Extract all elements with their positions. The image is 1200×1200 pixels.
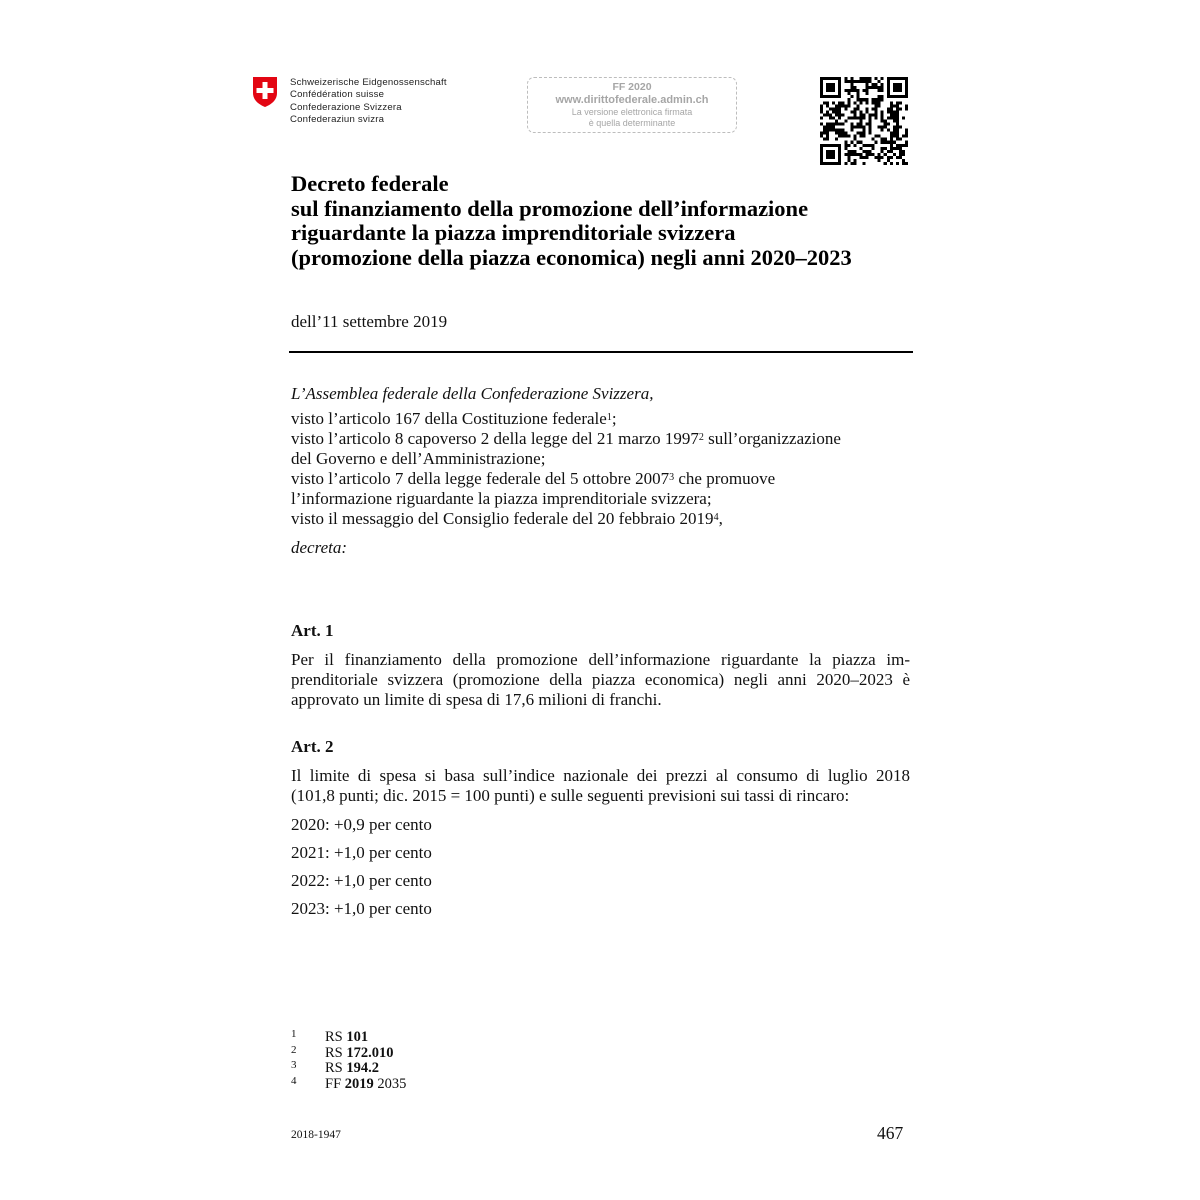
footnote-suffix: 2035: [373, 1075, 407, 1092]
qr-code-icon: [820, 77, 908, 165]
article-1-line: prenditoriale svizzera (promozione della piazza economica) negli anni 2020–2023 è: [291, 670, 910, 689]
stamp-line: FF 2020: [612, 81, 652, 93]
footnote-ref: 2: [698, 432, 704, 443]
inflation-rate: 2021: +1,0 per cento: [291, 843, 432, 862]
electronic-version-stamp: [527, 77, 737, 133]
preamble-text: ,: [718, 509, 723, 528]
footnote: [291, 1061, 406, 1077]
article-2-text: [291, 766, 910, 806]
preamble-text: visto il messaggio del Consiglio federale del 20 febbraio 2019: [291, 509, 714, 528]
footnote-ref: 1: [606, 412, 612, 423]
footnote-prefix: RS: [325, 1060, 347, 1076]
preamble-text: ;: [611, 409, 617, 428]
title-line: sul finanziamento della promozione dell’informazione: [291, 195, 809, 221]
footnote-number: 3: [291, 1059, 297, 1071]
preamble-line: l’informazione riguardante la piazza imprenditoriale svizzera;: [291, 489, 712, 508]
divider: [289, 351, 913, 353]
inflation-rate: 2020: +0,9 per cento: [291, 815, 432, 834]
title-line: (promozione della piazza economica) negli anni 2020–2023: [291, 244, 852, 270]
footnote-ref-bold: 194.2: [346, 1060, 379, 1076]
confederation-name: Confederaziun svizra: [290, 114, 385, 126]
footnote-number: 1: [291, 1028, 297, 1040]
stamp-url: www.dirittofederale.admin.ch: [555, 94, 709, 106]
document-reference: 2018-1947: [291, 1129, 341, 1141]
footnote-number: 4: [291, 1074, 297, 1087]
confederation-name: Confederazione Svizzera: [290, 101, 402, 113]
article-1-line: approvato un limite di spesa di 17,6 milioni di franchi.: [291, 690, 662, 709]
inflation-rate: 2023: +1,0 per cento: [291, 899, 432, 918]
preamble-line: [291, 409, 617, 429]
swiss-emblem-icon: [252, 76, 278, 108]
footnote-prefix: RS: [325, 1044, 347, 1061]
footnote: [291, 1030, 406, 1046]
footnote-ref-bold: 172.010: [346, 1044, 394, 1061]
inflation-rate: 2022: +1,0 per cento: [291, 871, 432, 890]
preamble-line: [291, 429, 841, 449]
confederation-name: Confédération suisse: [290, 89, 385, 101]
footnote-prefix: RS: [325, 1029, 347, 1045]
footnotes: [291, 1030, 406, 1092]
preamble-assembly: L’Assemblea federale della Confederazione Svizzera,: [291, 384, 654, 403]
stamp-line: La versione elettronica firmata: [571, 107, 693, 117]
preamble-line: [291, 509, 723, 529]
preamble-text: sull’organizzazione: [703, 429, 841, 448]
preamble-text: visto l’articolo 8 capoverso 2 della legge del 21 marzo 1997: [291, 429, 699, 448]
article-1-text: [291, 650, 910, 710]
footnote-ref: 4: [713, 512, 719, 523]
article-1-heading: Art. 1: [291, 621, 334, 640]
footnote-ref: 3: [669, 472, 675, 483]
footnote: [291, 1074, 407, 1093]
title-line: Decreto federale: [291, 171, 449, 196]
preamble-text: visto l’articolo 167 della Costituzione federale: [291, 409, 607, 428]
stamp-line: è quella determinante: [588, 118, 676, 128]
title-line: riguardante la piazza imprenditoriale svizzera: [291, 220, 736, 245]
page-number: 467: [877, 1123, 904, 1143]
preamble-text: che promuove: [674, 469, 776, 488]
preamble-line: del Governo e dell’Amministrazione;: [291, 449, 546, 468]
decree-date: dell’11 settembre 2019: [291, 312, 448, 331]
confederation-name: Schweizerische Eidgenossenschaft: [290, 77, 447, 88]
footnote-number: 2: [291, 1043, 297, 1056]
article-2-line: Il limite di spesa si basa sull’indice nazionale dei prezzi al consumo di luglio 2018: [291, 766, 910, 785]
confederation-names: [290, 77, 447, 127]
preamble-decreta: decreta:: [291, 538, 348, 557]
footnote-ref-bold: 2019: [344, 1075, 374, 1092]
footnote-ref-bold: 101: [346, 1029, 369, 1045]
preamble-text: visto l’articolo 7 della legge federale del 5 ottobre 2007: [291, 469, 670, 488]
preamble-line: [291, 469, 775, 489]
article-2-heading: Art. 2: [291, 737, 334, 756]
article-2-line: (101,8 punti; dic. 2015 = 100 punti) e sulle seguenti previsioni sui tassi di rincaro:: [291, 786, 850, 805]
document-title: [291, 172, 852, 270]
footnote-prefix: FF: [325, 1075, 345, 1092]
article-1-line: Per il finanziamento della promozione dell’informazione riguardante la piazza im-: [291, 650, 910, 669]
footnote: [291, 1043, 406, 1062]
